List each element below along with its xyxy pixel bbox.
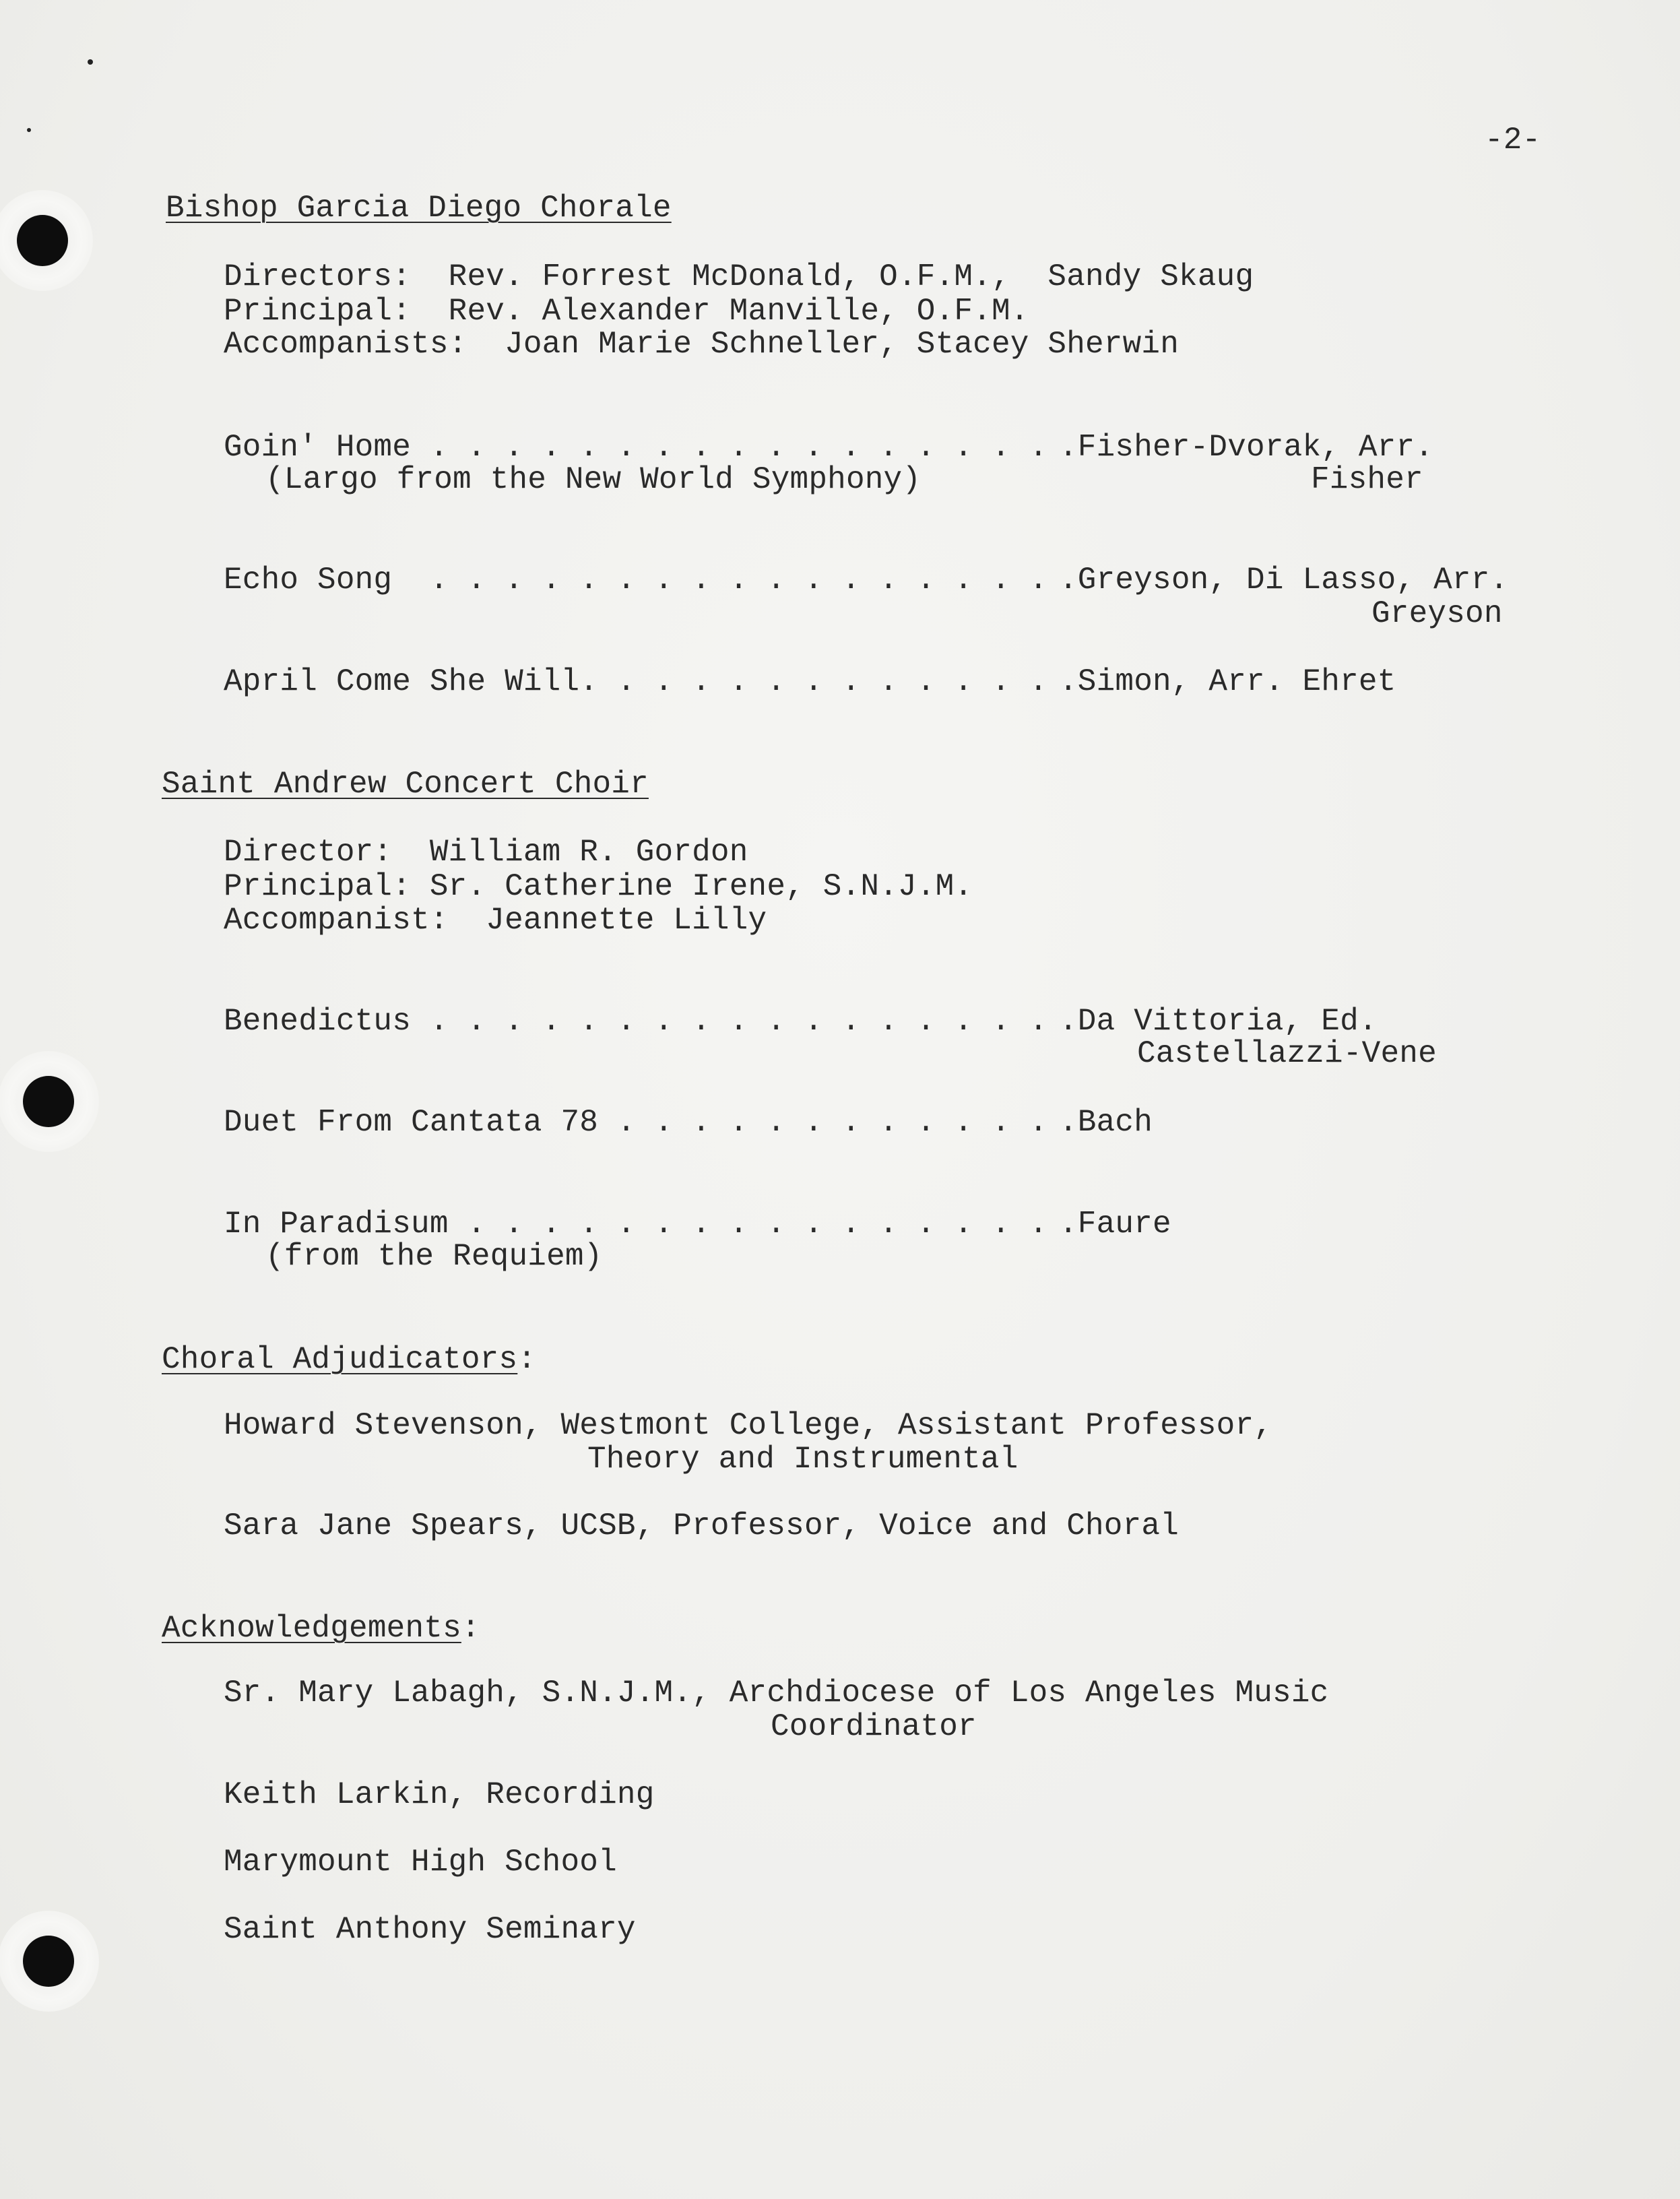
piece-composer-cont: Fisher	[1311, 462, 1423, 497]
piece-composer: .Bach	[1059, 1105, 1153, 1140]
accompanist-line: Accompanist: Jeannette Lilly	[224, 903, 767, 938]
heading-colon: :	[517, 1342, 537, 1377]
section-heading-text: Acknowledgements	[162, 1611, 461, 1646]
piece-title: Benedictus . . . . . . . . . . . . . . . . .	[224, 1004, 1048, 1039]
acknowledgement-line: Keith Larkin, Recording	[224, 1777, 655, 1812]
piece-composer: .Simon, Arr. Ehret	[1059, 664, 1396, 699]
acknowledgement-line: Marymount High School	[224, 1845, 617, 1880]
piece-title: Duet From Cantata 78 . . . . . . . . . . . .	[224, 1105, 1048, 1140]
accompanists-line: Accompanists: Joan Marie Schneller, Stacey Sherwin	[224, 327, 1180, 362]
ink-speck	[88, 59, 93, 65]
piece-composer: .Da Vittoria, Ed.	[1059, 1004, 1378, 1039]
piece-title: In Paradisum . . . . . . . . . . . . . . . .	[224, 1207, 1048, 1242]
director-line: Director: William R. Gordon	[224, 835, 748, 870]
section-heading-saint-andrew: Saint Andrew Concert Choir	[162, 767, 649, 802]
ink-speck	[27, 128, 31, 132]
principal-line: Principal: Sr. Catherine Irene, S.N.J.M.	[224, 869, 973, 904]
adjudicator-line: Sara Jane Spears, UCSB, Professor, Voice and Choral	[224, 1508, 1180, 1543]
punch-hole-top	[0, 190, 93, 291]
page-number: -2-	[1485, 123, 1541, 158]
piece-composer: .Greyson, Di Lasso, Arr.	[1059, 563, 1509, 598]
section-heading-acknowledgements	[162, 1611, 480, 1646]
section-heading-choral-adjudicators	[162, 1342, 536, 1377]
directors-line: Directors: Rev. Forrest McDonald, O.F.M., Sandy Skaug	[224, 259, 1254, 294]
section-heading-bishop-garcia-diego: Bishop Garcia Diego Chorale	[166, 191, 672, 226]
punch-hole-bottom	[0, 1911, 99, 2012]
piece-title: Goin' Home . . . . . . . . . . . . . . . . .	[224, 430, 1048, 465]
punch-hole-middle	[0, 1051, 99, 1152]
piece-subtitle: (from the Requiem)	[265, 1239, 603, 1274]
piece-composer: .Faure	[1059, 1207, 1171, 1242]
acknowledgement-line: Saint Anthony Seminary	[224, 1912, 636, 1947]
piece-title: Echo Song . . . . . . . . . . . . . . . . .	[224, 563, 1048, 598]
acknowledgement-line: Sr. Mary Labagh, S.N.J.M., Archdiocese of Los Angeles Music	[224, 1676, 1329, 1711]
heading-colon: :	[461, 1611, 480, 1646]
adjudicator-line: Howard Stevenson, Westmont College, Assistant Professor,	[224, 1408, 1273, 1443]
piece-title: April Come She Will. . . . . . . . . . . . .	[224, 664, 1048, 699]
piece-subtitle: (Largo from the New World Symphony)	[265, 462, 922, 497]
piece-composer-cont: Greyson	[1371, 596, 1503, 631]
piece-composer-cont: Castellazzi-Vene	[1137, 1036, 1437, 1071]
section-heading-text: Choral Adjudicators	[162, 1342, 518, 1377]
principal-line: Principal: Rev. Alexander Manville, O.F.M.	[224, 294, 1029, 329]
acknowledgement-line-cont: Coordinator	[771, 1709, 977, 1744]
piece-composer: .Fisher-Dvorak, Arr.	[1059, 430, 1434, 465]
adjudicator-line-cont: Theory and Instrumental	[587, 1442, 1019, 1477]
